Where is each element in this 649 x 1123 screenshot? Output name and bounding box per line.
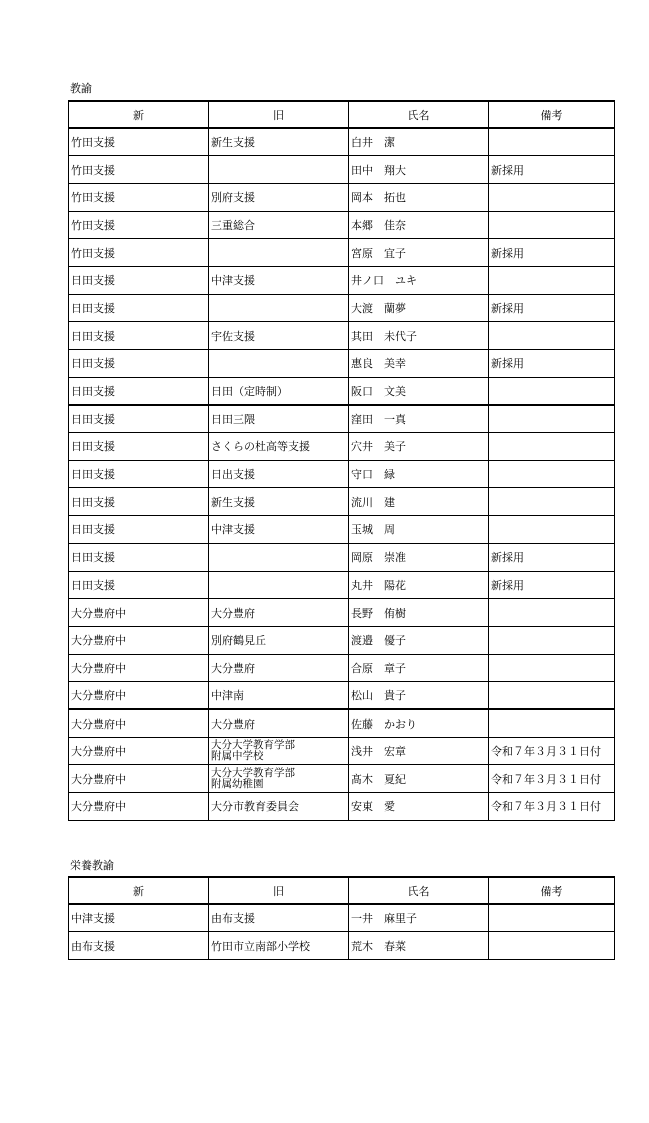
table-row	[69, 682, 615, 710]
new-school-cell: 日田支援	[69, 433, 209, 461]
name-cell: 惠良 美幸	[349, 350, 489, 378]
new-school-cell: 大分豊府中	[69, 765, 209, 793]
remarks-cell	[489, 516, 615, 544]
table-row	[69, 460, 615, 488]
new-school-cell: 日田支援	[69, 350, 209, 378]
table-row	[69, 709, 615, 737]
table-row	[69, 294, 615, 322]
remarks-cell: 新採用	[489, 294, 615, 322]
old-school-cell: 大分豊府	[209, 599, 349, 627]
name-cell: 井ノ口 ユキ	[349, 266, 489, 294]
old-school-cell: 大分豊府	[209, 654, 349, 682]
new-school-cell: 大分豊府中	[69, 626, 209, 654]
name-cell: 穴井 美子	[349, 433, 489, 461]
table-row	[69, 599, 615, 627]
old-school-cell: 大分豊府	[209, 709, 349, 737]
new-school-cell: 日田支援	[69, 571, 209, 599]
name-cell: 荒木 春菜	[349, 932, 489, 960]
remarks-cell: 新採用	[489, 350, 615, 378]
remarks-cell	[489, 322, 615, 350]
name-cell: 合原 章子	[349, 654, 489, 682]
table-row	[69, 239, 615, 267]
header-remarks: 備考	[489, 877, 615, 904]
old-school-cell	[209, 294, 349, 322]
name-cell: 本郷 佳奈	[349, 211, 489, 239]
name-cell: 渡邉 優子	[349, 626, 489, 654]
table-row	[69, 156, 615, 184]
name-cell: 岡原 崇准	[349, 543, 489, 571]
table-row	[69, 377, 615, 405]
name-cell: 窪田 一真	[349, 405, 489, 433]
section-title-teachers: 教諭	[70, 82, 92, 95]
remarks-cell	[489, 377, 615, 405]
old-school-cell: 別府鶴見丘	[209, 626, 349, 654]
old-school-cell: 日出支援	[209, 460, 349, 488]
table-row	[69, 543, 615, 571]
old-school-cell: 大分大学教育学部 附属幼稚園	[209, 765, 349, 793]
header-name: 氏名	[349, 877, 489, 904]
old-school-cell: 三重総合	[209, 211, 349, 239]
old-school-cell	[209, 239, 349, 267]
header-new: 新	[69, 101, 209, 128]
table-row	[69, 765, 615, 793]
old-school-cell: 大分市教育委員会	[209, 793, 349, 821]
new-school-cell: 日田支援	[69, 488, 209, 516]
table-row	[69, 904, 615, 932]
name-cell: 田中 翔大	[349, 156, 489, 184]
old-school-cell: 竹田市立南部小学校	[209, 932, 349, 960]
header-name: 氏名	[349, 101, 489, 128]
name-cell: 阪口 文美	[349, 377, 489, 405]
table-row	[69, 350, 615, 378]
remarks-cell	[489, 128, 615, 156]
new-school-cell: 由布支援	[69, 932, 209, 960]
old-school-cell: 日田（定時制）	[209, 377, 349, 405]
name-cell: 長野 侑樹	[349, 599, 489, 627]
header-old: 旧	[209, 877, 349, 904]
new-school-cell: 日田支援	[69, 460, 209, 488]
remarks-cell	[489, 266, 615, 294]
new-school-cell: 竹田支援	[69, 128, 209, 156]
remarks-cell	[489, 405, 615, 433]
name-cell: 一井 麻里子	[349, 904, 489, 932]
new-school-cell: 竹田支援	[69, 239, 209, 267]
old-school-cell	[209, 156, 349, 184]
header-old: 旧	[209, 101, 349, 128]
name-cell: 丸井 陽花	[349, 571, 489, 599]
old-school-cell	[209, 350, 349, 378]
name-cell: 玉城 周	[349, 516, 489, 544]
name-cell: 髙木 夏紀	[349, 765, 489, 793]
nutrition-teachers-table	[68, 876, 615, 960]
remarks-cell: 令和７年３月３１日付	[489, 737, 615, 765]
section-title-nutrition-teachers: 栄養教諭	[70, 859, 114, 872]
table-row	[69, 211, 615, 239]
new-school-cell: 大分豊府中	[69, 682, 209, 710]
remarks-cell: 新採用	[489, 543, 615, 571]
table-row	[69, 488, 615, 516]
name-cell: 岡本 拓也	[349, 183, 489, 211]
new-school-cell: 日田支援	[69, 322, 209, 350]
header-new: 新	[69, 877, 209, 904]
name-cell: 浅井 宏章	[349, 737, 489, 765]
remarks-cell: 新採用	[489, 239, 615, 267]
old-school-cell: 宇佐支援	[209, 322, 349, 350]
remarks-cell	[489, 709, 615, 737]
old-school-cell: 大分大学教育学部 附属中学校	[209, 737, 349, 765]
name-cell: 佐藤 かおり	[349, 709, 489, 737]
table-row	[69, 626, 615, 654]
old-school-cell: 中津支援	[209, 266, 349, 294]
table-row	[69, 183, 615, 211]
new-school-cell: 大分豊府中	[69, 709, 209, 737]
remarks-cell	[489, 682, 615, 710]
old-school-cell: 新生支援	[209, 488, 349, 516]
remarks-cell	[489, 460, 615, 488]
new-school-cell: 日田支援	[69, 516, 209, 544]
name-cell: 流川 建	[349, 488, 489, 516]
new-school-cell: 日田支援	[69, 405, 209, 433]
remarks-cell	[489, 932, 615, 960]
table-row	[69, 405, 615, 433]
name-cell: 松山 貴子	[349, 682, 489, 710]
remarks-cell	[489, 211, 615, 239]
remarks-cell	[489, 626, 615, 654]
header-remarks: 備考	[489, 101, 615, 128]
remarks-cell: 令和７年３月３１日付	[489, 765, 615, 793]
new-school-cell: 大分豊府中	[69, 654, 209, 682]
new-school-cell: 竹田支援	[69, 156, 209, 184]
old-school-cell: 由布支援	[209, 904, 349, 932]
new-school-cell: 竹田支援	[69, 183, 209, 211]
new-school-cell: 日田支援	[69, 294, 209, 322]
new-school-cell: 竹田支援	[69, 211, 209, 239]
old-school-cell: 別府支援	[209, 183, 349, 211]
new-school-cell: 日田支援	[69, 543, 209, 571]
remarks-cell: 新採用	[489, 156, 615, 184]
remarks-cell	[489, 488, 615, 516]
teachers-table	[68, 100, 615, 821]
table-row	[69, 571, 615, 599]
name-cell: 守口 緑	[349, 460, 489, 488]
table-row	[69, 128, 615, 156]
table-row	[69, 654, 615, 682]
name-cell: 安東 愛	[349, 793, 489, 821]
old-school-cell: 日田三隈	[209, 405, 349, 433]
new-school-cell: 大分豊府中	[69, 793, 209, 821]
name-cell: 其田 未代子	[349, 322, 489, 350]
old-school-cell: 中津支援	[209, 516, 349, 544]
name-cell: 宮原 宜子	[349, 239, 489, 267]
new-school-cell: 大分豊府中	[69, 599, 209, 627]
remarks-cell	[489, 904, 615, 932]
old-school-cell: 中津南	[209, 682, 349, 710]
remarks-cell: 新採用	[489, 571, 615, 599]
remarks-cell	[489, 654, 615, 682]
remarks-cell	[489, 433, 615, 461]
remarks-cell: 令和７年３月３１日付	[489, 793, 615, 821]
new-school-cell: 日田支援	[69, 266, 209, 294]
table-row	[69, 516, 615, 544]
name-cell: 白井 潔	[349, 128, 489, 156]
old-school-cell: さくらの杜高等支援	[209, 433, 349, 461]
old-school-cell	[209, 571, 349, 599]
table-row	[69, 793, 615, 821]
new-school-cell: 大分豊府中	[69, 737, 209, 765]
old-school-cell	[209, 543, 349, 571]
table-row	[69, 932, 615, 960]
table-row	[69, 433, 615, 461]
table-row	[69, 266, 615, 294]
remarks-cell	[489, 599, 615, 627]
new-school-cell: 中津支援	[69, 904, 209, 932]
table-row	[69, 737, 615, 765]
new-school-cell: 日田支援	[69, 377, 209, 405]
name-cell: 大渡 蘭夢	[349, 294, 489, 322]
table-row	[69, 322, 615, 350]
remarks-cell	[489, 183, 615, 211]
old-school-cell: 新生支援	[209, 128, 349, 156]
